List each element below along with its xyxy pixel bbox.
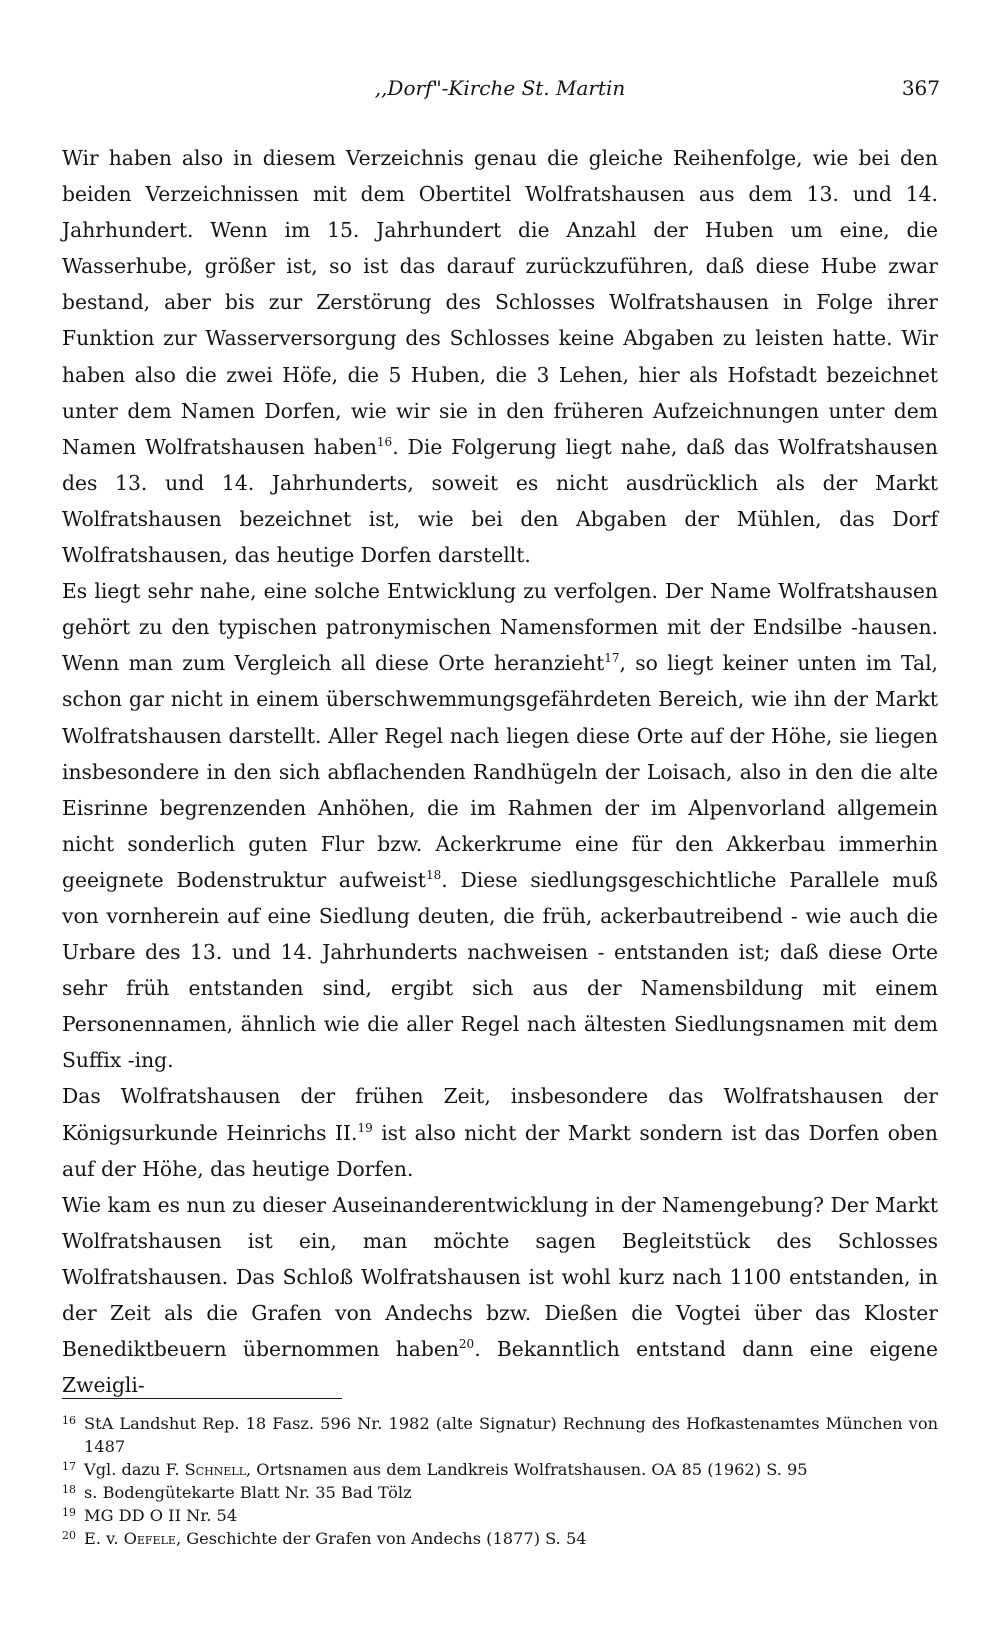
footnote-divider: [62, 1398, 342, 1399]
footnote: [62, 1412, 938, 1458]
text-run: Vgl. dazu F.: [84, 1460, 185, 1479]
footnote-text: [84, 1458, 938, 1481]
author-name: Schnell: [184, 1460, 247, 1479]
text-run: . Bekanntlich entstand dann eine eigene Zweigli-: [62, 1337, 938, 1398]
footnote-reference: 20: [458, 1337, 475, 1352]
text-run: Das Wolfratshausen der frühen Zeit, insbesondere das Wolfratshausen der Königsurkunde Heinrichs II.: [62, 1084, 938, 1145]
text-run: MG DD O II Nr. 54: [84, 1506, 238, 1525]
footnote-text: [84, 1481, 938, 1504]
text-run: . Diese siedlungsgeschichtliche Parallele muß von vornherein auf eine Siedlung deuten, die früh, ackerbautreibend - wie auch die Urbare des 13. und 14. Jahrhunderts nachweisen - entstanden ist; daß diese Orte sehr früh entstanden sind, ergibt sich aus der Namensbildung mit einem Personennamen, ähnlich wie die aller Regel nach ältesten Siedlungsnamen mit dem Suffix -ing.: [62, 867, 938, 1073]
footnote: [62, 1458, 938, 1481]
text-run: . Die Folgerung liegt nahe, daß das Wolfratshausen des 13. und 14. Jahrhunderts, soweit es nicht ausdrücklich als der Markt Wolfratshausen bezeichnet ist, wie bei den Abgaben der Mühlen, das Dorf Wolfratshausen, das heutige Dorfen darstellt.: [62, 434, 938, 568]
footnote-number: 16: [62, 1414, 76, 1427]
text-run: s. Bodengütekarte Blatt Nr. 35 Bad Tölz: [84, 1483, 412, 1502]
text-run: , Geschichte der Grafen von Andechs (1877) S. 54: [175, 1529, 587, 1548]
footnote-number: 17: [62, 1460, 76, 1473]
paragraph: [62, 573, 938, 1078]
author-name: Oefele: [123, 1529, 176, 1548]
footnote-text: [84, 1504, 938, 1527]
text-run: Es liegt sehr nahe, eine solche Entwicklung zu verfolgen. Der Name Wolfratshausen gehört zu den typischen patronymischen Namensformen mit der Endsilbe -hausen. Wenn man zum Vergleich all diese Orte heranzieht: [62, 579, 938, 676]
footnote-reference: 18: [425, 867, 442, 882]
text-run: Wie kam es nun zu dieser Auseinanderentwicklung in der Namengebung? Der Markt Wolfratshausen ist ein, man möchte sagen Begleitstück des Schlosses Wolfratshausen. Das Schloß Wolfratshausen ist wohl kurz nach 1100 entstanden, in der Zeit als die Grafen von Andechs bzw. Dießen die Vogtei über das Kloster Benediktbeuern übernommen haben: [62, 1192, 938, 1362]
text-run: StA Landshut Rep. 18 Fasz. 596 Nr. 1982 (alte Signatur) Rechnung des Hofkastenamtes München von 1487: [84, 1414, 938, 1456]
page-number: 367: [901, 76, 940, 100]
text-run: , so liegt keiner unten im Tal, schon gar nicht in einem überschwemmungsgefährdeten Bereich, wie ihn der Markt Wolfratshausen darstellt. Aller Regel nach liegen diese Orte auf der Höhe, sie liegen insbesondere in den sich abflachenden Randhügeln der Loisach, also in den die alte Eisrinne begrenzenden Anhöhen, die im Rahmen der im Alpenvorland allgemein nicht sonderlich guten Flur bzw. Ackerkrume eine für den Akkerbau immerhin geeignete Bodenstruktur aufweist: [62, 651, 938, 892]
footnote-number: 19: [62, 1506, 76, 1519]
footnote-reference: 17: [604, 651, 620, 666]
paragraph: [62, 1078, 938, 1186]
footnote-number: 18: [62, 1483, 76, 1496]
text-run: Wir haben also in diesem Verzeichnis genau die gleiche Reihenfolge, wie bei den beiden Verzeichnissen mit dem Obertitel Wolfratshausen aus dem 13. und 14. Jahrhundert. Wenn im 15. Jahrhundert die Anzahl der Huben um eine, die Wasserhube, größer ist, so ist das darauf zurückzuführen, daß diese Hube zwar bestand, aber bis zur Zerstörung des Schlosses Wolfratshausen in Folge ihrer Funktion zur Wasserversorgung des Schlosses keine Abgaben zu leisten hatte. Wir haben also die zwei Höfe, die 5 Huben, die 3 Lehen, hier als Hofstadt bezeichnet unter dem Namen Dorfen, wie wir sie in den früheren Aufzeichnungen unter dem Namen Wolfratshausen haben: [62, 146, 938, 459]
footnote-reference: 16: [376, 434, 393, 449]
footnote-number: 20: [62, 1529, 76, 1542]
footnote-reference: 19: [357, 1120, 373, 1135]
footnote: [62, 1481, 938, 1504]
footnote: [62, 1527, 938, 1550]
paragraph: [62, 140, 938, 573]
text-run: , Ortsnamen aus dem Landkreis Wolfratshausen. OA 85 (1962) S. 95: [246, 1460, 808, 1479]
footnotes: [62, 1412, 938, 1550]
footnote-text: [84, 1527, 938, 1550]
text-run: ist also nicht der Markt sondern ist das Dorfen oben auf der Höhe, das heutige Dorfen.: [62, 1120, 938, 1181]
footnote: [62, 1504, 938, 1527]
text-run: E. v.: [84, 1529, 124, 1548]
footnote-text: [84, 1412, 938, 1458]
paragraph: [62, 1187, 938, 1404]
running-title: ,,Dorf"-Kirche St. Martin: [374, 76, 626, 100]
page-header: [0, 76, 1000, 106]
body-text: [62, 140, 938, 1403]
